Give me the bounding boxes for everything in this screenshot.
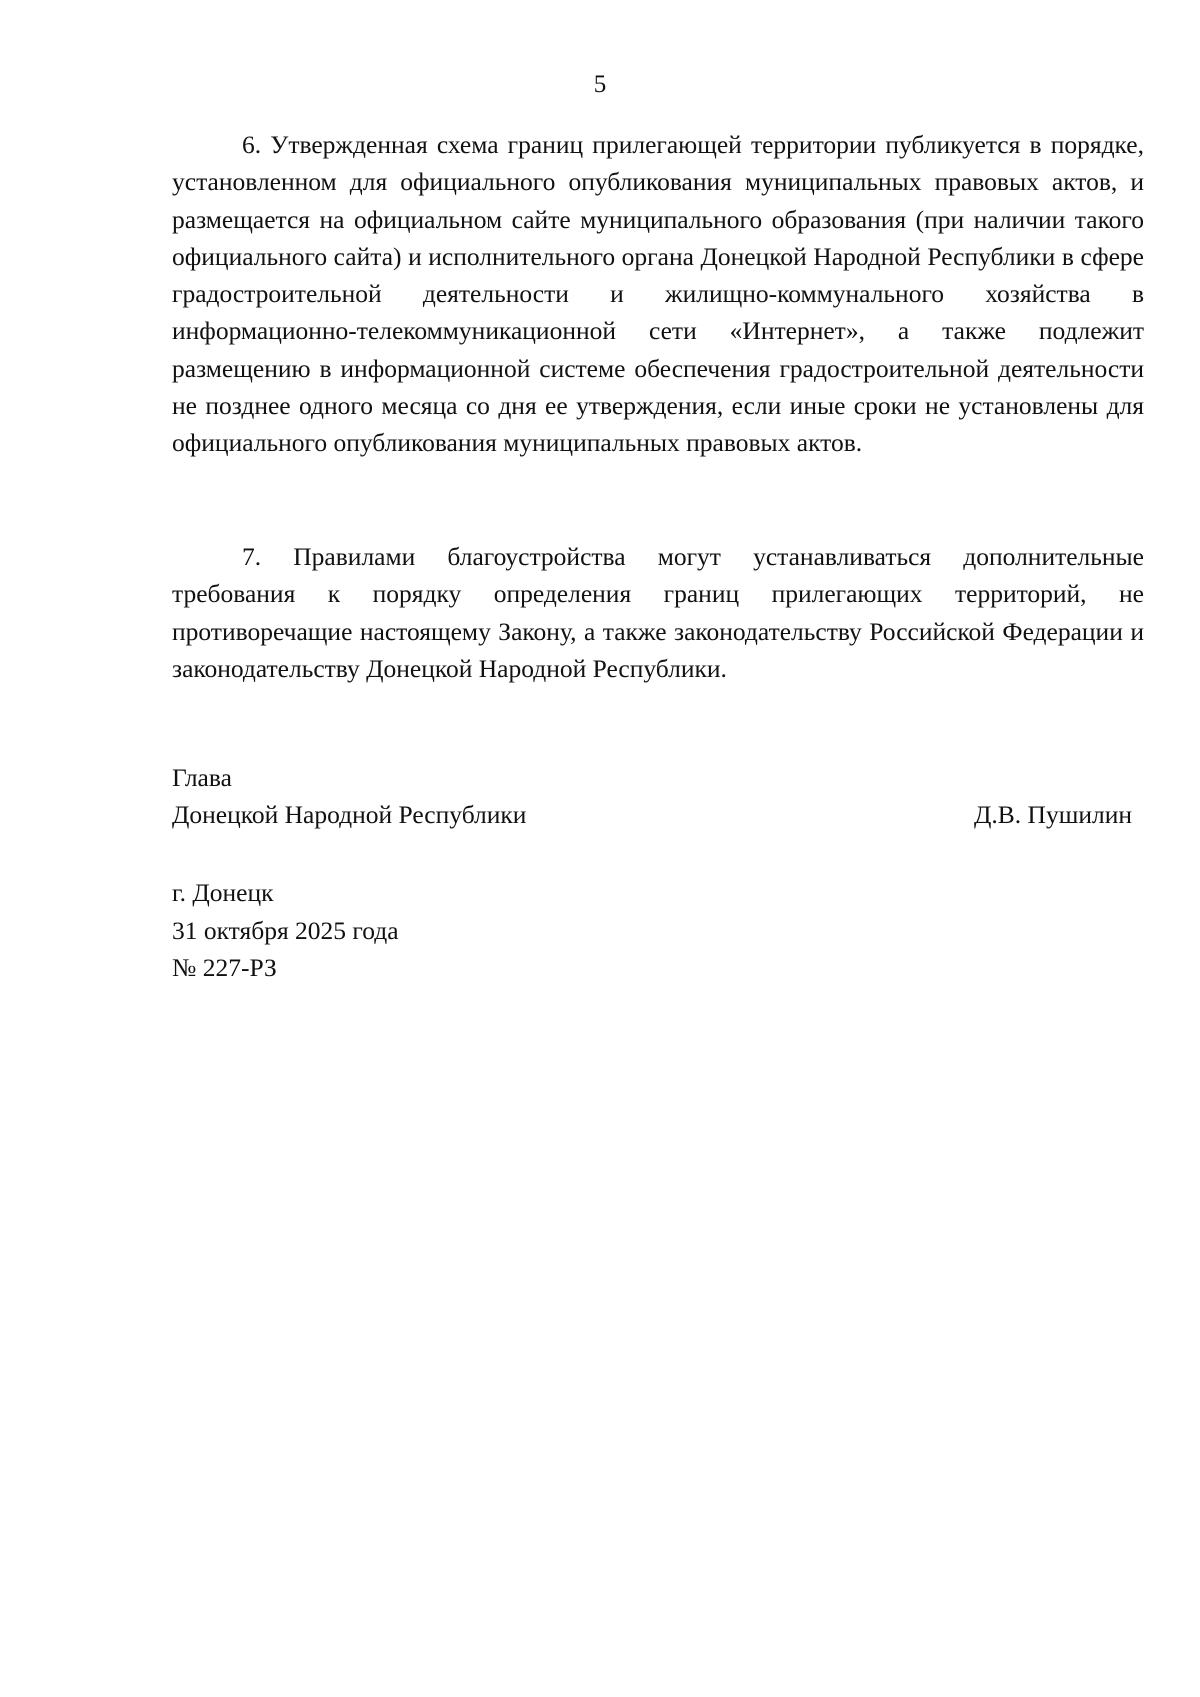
city: г. Донецк [172,878,274,907]
document-date: 31 октября 2025 года [172,915,399,945]
signature-block [172,759,1132,833]
signatory-position-line1: Глава [172,763,232,792]
place-date-block [172,874,399,987]
page-number: 5 [593,71,607,98]
signatory-name: Д.В. Пушилин [974,800,1132,829]
paragraph-6: 6. Утвержденная схема границ прилегающей территории публикуется в порядке, установленном для официального опубликования муниципальных правовых актов, и размещается на официальном сайте муниципального образования (при наличии такого официального сайта) и исполнительного органа Донецкой Народной Республики в сфере градостроительной деятельности и жилищно-коммунального хозяйства в информационно-телекоммуникационной сети «Интернет», а также подлежит размещению в информационной системе обеспечения градостроительной деятельности не позднее одного месяца со дня ее утверждения, если иные сроки не установлены для официального опубликования муниципальных правовых актов. [172,130,1144,458]
signatory-position-line2: Донецкой Народной Республики [172,800,527,829]
paragraph-7: 7. Правилами благоустройства могут устанавливаться дополнительные требования к порядку определения границ прилегающих территорий, не противоречащие настоящему Закону, а также законодательству Российской Федерации и законодательству Донецкой Народной Республики. [172,542,1144,683]
signature-row [172,796,1132,833]
document-number: № 227-РЗ [172,953,277,982]
